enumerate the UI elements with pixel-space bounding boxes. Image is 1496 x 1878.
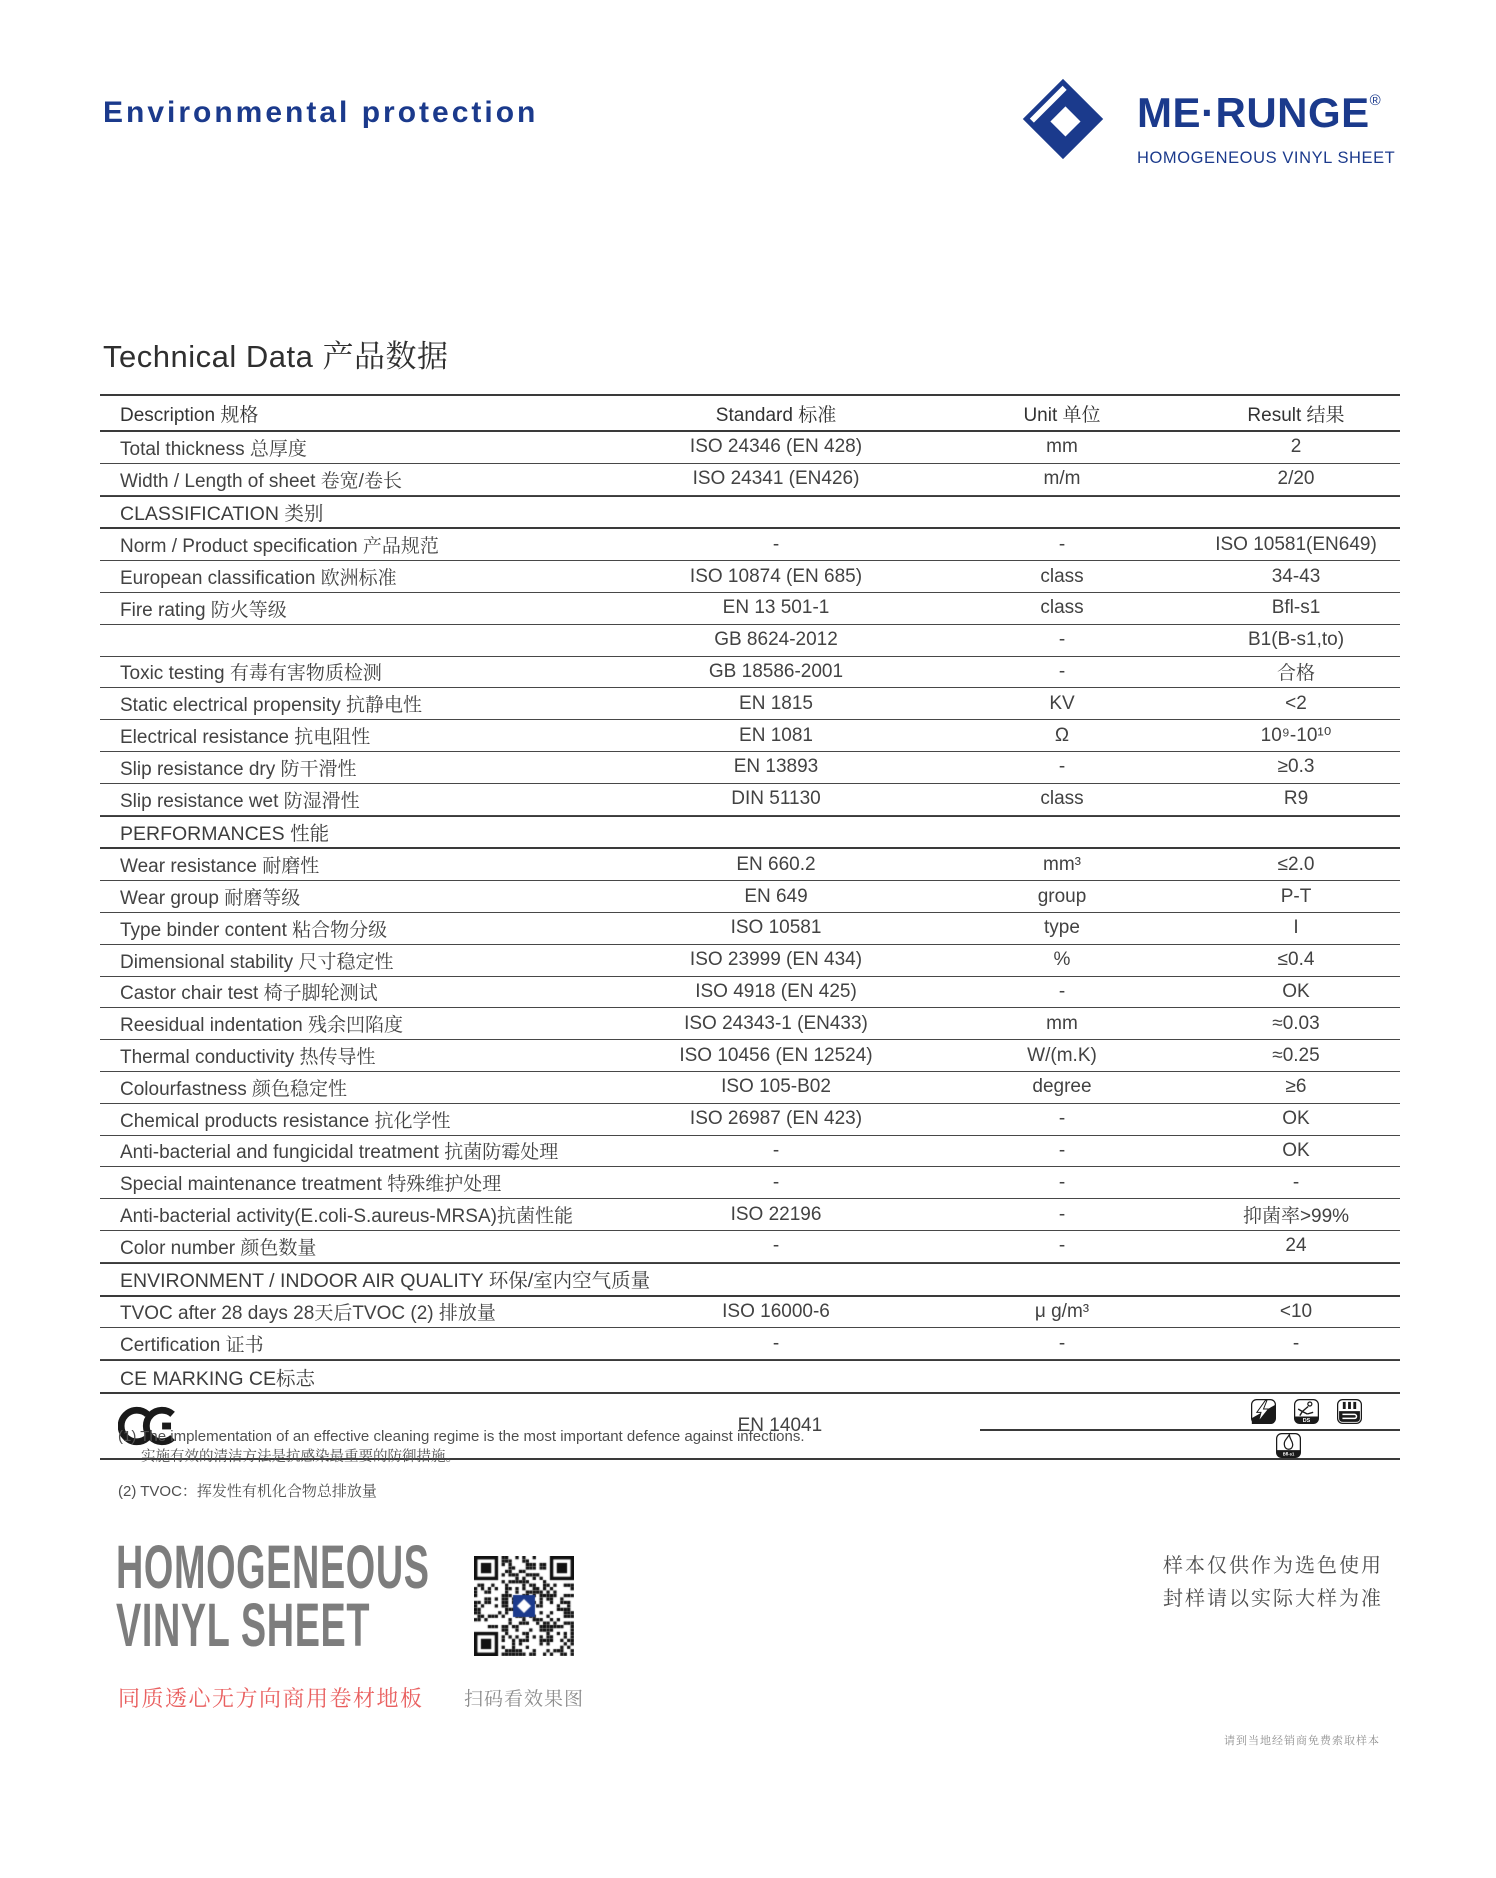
cell-standard: EN 1081 (739, 724, 813, 746)
section-label: CE MARKING CE标志 (120, 1367, 316, 1390)
sample-note-line2: 封样请以实际大样为准 (1163, 1588, 1383, 1610)
cell-standard: ISO 10874 (EN 685) (689, 565, 863, 587)
cell-unit: group (1037, 885, 1087, 907)
cell-result: ≤2.0 (1277, 853, 1315, 875)
technical-data-table (100, 394, 1400, 1460)
cell-description: Castor chair test 椅子脚轮测试 (120, 983, 378, 1005)
fire-behaviour-icon (1276, 1433, 1301, 1458)
diamond-logo-icon (1022, 78, 1104, 160)
cell-standard: ISO 26987 (EN 423) (689, 1108, 863, 1130)
cell-standard: EN 13893 (733, 756, 819, 778)
cell-result: OK (1282, 980, 1310, 1002)
cell-unit: - (1058, 756, 1066, 778)
cell-description: Fire rating 防火等级 (120, 599, 287, 621)
cell-description: Anti-bacterial and fungicidal treatment 抗菌防霉处理 (120, 1142, 559, 1164)
cell-result: Bfl-s1 (1271, 597, 1321, 619)
brand-name: ME·RUNGE® (1137, 89, 1382, 136)
cell-standard: ISO 16000-6 (722, 1300, 830, 1322)
table-row (100, 688, 1400, 720)
table-row (100, 881, 1400, 913)
cell-unit: μ g/m³ (1034, 1300, 1090, 1322)
cell-standard: DIN 51130 (731, 788, 821, 810)
cell-description: Electrical resistance 抗电阻性 (120, 727, 371, 749)
col-header-description: Description 规格 (120, 404, 259, 426)
cell-result: 抑菌率>99% (1242, 1206, 1350, 1228)
table-row (100, 720, 1400, 752)
cell-unit: - (1058, 1108, 1066, 1130)
product-subtitle: 同质透心无方向商用卷材地板 (118, 1686, 424, 1711)
table-row (100, 1072, 1400, 1104)
section-label: CLASSIFICATION 类别 (120, 502, 324, 525)
cell-description: Static electrical propensity 抗静电性 (120, 695, 422, 717)
cell-result: 10⁹-10¹⁰ (1260, 725, 1332, 747)
cell-result: 合格 (1276, 663, 1315, 685)
qr-code (474, 1556, 574, 1656)
cell-unit: KV (1049, 692, 1075, 714)
table-row (100, 625, 1400, 657)
cell-standard: ISO 24346 (EN 428) (689, 436, 863, 458)
cell-unit: Ω (1054, 724, 1070, 746)
cell-result: 34-43 (1271, 565, 1321, 587)
cell-standard: - (772, 1235, 780, 1257)
section-label: ENVIRONMENT / INDOOR AIR QUALITY 环保/室内空气质量 (120, 1270, 651, 1293)
cell-standard: EN 13 501-1 (722, 597, 830, 619)
cell-description: Slip resistance dry 防干滑性 (120, 758, 357, 780)
cell-result: 2/20 (1277, 468, 1315, 490)
cell-standard: ISO 10456 (EN 12524) (679, 1044, 873, 1066)
ce-standard: EN 14041 (737, 1414, 823, 1436)
cell-unit: type (1044, 917, 1080, 939)
cell-description: TVOC after 28 days 28天后TVOC (2) 排放量 (120, 1303, 496, 1325)
ce-pictograms (1251, 1399, 1362, 1424)
cell-description: Wear resistance 耐磨性 (120, 856, 320, 878)
slip-resistance-icon (1294, 1399, 1319, 1424)
dealer-note: 请到当地经销商免费索取样本 (1224, 1735, 1380, 1747)
cell-result: B1(B-s1,to) (1247, 629, 1345, 651)
table-row (100, 1136, 1400, 1168)
cell-unit: - (1058, 1203, 1066, 1225)
cell-description: Chemical products resistance 抗化学性 (120, 1110, 451, 1132)
table-row (100, 464, 1400, 496)
sample-note-line1: 样本仅供作为选色使用 (1163, 1555, 1383, 1577)
cell-standard: - (772, 1332, 780, 1354)
cell-unit: - (1058, 1332, 1066, 1354)
underfloor-heating-icon (1337, 1399, 1362, 1424)
cell-standard: ISO 24341 (EN426) (692, 468, 860, 490)
cell-standard: ISO 4918 (EN 425) (695, 980, 857, 1002)
cell-unit: - (1058, 629, 1066, 651)
cell-result: 24 (1285, 1235, 1307, 1257)
cell-standard: - (772, 1139, 780, 1161)
cell-unit: - (1058, 660, 1066, 682)
table-row (100, 945, 1400, 977)
sample-note (1163, 1550, 1383, 1616)
table-row (100, 561, 1400, 593)
cell-description: Slip resistance wet 防湿滑性 (120, 790, 360, 812)
cell-unit: m/m (1043, 468, 1081, 490)
footnote-1-zh: 实施有效的清洁方法是抗感染最重要的防御措施。 (141, 1449, 460, 1465)
cell-description: Type binder content 粘合物分级 (120, 919, 388, 941)
cell-standard: - (772, 533, 780, 555)
cell-description: Anti-bacterial activity(E.coli-S.aureus-MRSA)抗菌性能 (120, 1206, 573, 1228)
brand-text (1137, 74, 1403, 168)
col-header-result: Result 结果 (1247, 404, 1345, 426)
product-name-large (116, 1533, 430, 1659)
cell-description: Norm / Product specification 产品规范 (120, 536, 439, 558)
cell-description: Certification 证书 (120, 1335, 264, 1357)
registered-mark: ® (1369, 92, 1382, 109)
cell-result: - (1292, 1171, 1300, 1193)
table-row (100, 1104, 1400, 1136)
table-row (100, 913, 1400, 945)
qr-caption: 扫码看效果图 (463, 1689, 584, 1710)
cell-unit: degree (1032, 1076, 1092, 1098)
cell-result: <10 (1279, 1300, 1313, 1322)
cell-unit: class (1040, 565, 1084, 587)
cell-description: Thermal conductivity 热传导性 (120, 1047, 376, 1069)
brand-tagline: HOMOGENEOUS VINYL SHEET (1137, 148, 1396, 167)
cell-unit: mm (1046, 1012, 1078, 1034)
cell-description: Width / Length of sheet 卷宽/卷长 (120, 470, 402, 492)
cell-result: R9 (1283, 788, 1309, 810)
cell-unit: % (1053, 949, 1071, 971)
product-name-line1: HOMOGENEOUS (116, 1533, 430, 1601)
cell-unit: - (1058, 1139, 1066, 1161)
cell-result: ≈0.03 (1272, 1012, 1320, 1034)
table-row (100, 1040, 1400, 1072)
table-section-row (100, 1360, 1400, 1394)
cell-result: ISO 10581(EN649) (1215, 533, 1377, 555)
footnotes (118, 1426, 805, 1502)
cell-result: OK (1282, 1139, 1310, 1161)
cell-unit: class (1040, 788, 1084, 810)
cell-result: ≥6 (1285, 1076, 1307, 1098)
cell-unit: - (1058, 1171, 1066, 1193)
cell-unit: mm³ (1043, 853, 1081, 875)
cell-result: ≈0.25 (1272, 1044, 1320, 1066)
cell-standard: ISO 105-B02 (721, 1076, 831, 1098)
cell-description: Wear group 耐磨等级 (120, 888, 301, 910)
ce-divider-line (980, 1429, 1400, 1431)
cell-description: Color number 颜色数量 (120, 1237, 317, 1259)
cell-result: <2 (1285, 692, 1307, 714)
table-row (100, 1167, 1400, 1199)
cell-result: - (1292, 1332, 1300, 1354)
col-header-standard: Standard 标准 (715, 404, 837, 426)
electrostatic-icon (1251, 1399, 1276, 1424)
table-section-row (100, 816, 1400, 850)
table-row (100, 529, 1400, 561)
cell-standard: EN 1815 (739, 692, 813, 714)
svg-text:Bfl-s1: Bfl-s1 (1282, 1451, 1295, 1457)
cell-description: Special maintenance treatment 特殊维护处理 (120, 1174, 502, 1196)
table-row (100, 432, 1400, 464)
cell-description: Total thickness 总厚度 (120, 438, 307, 460)
cell-standard: ISO 23999 (EN 434) (689, 949, 863, 971)
cell-unit: - (1058, 1235, 1066, 1257)
cell-standard: ISO 22196 (730, 1203, 822, 1225)
page-title: Environmental protection (103, 96, 539, 129)
table-row (100, 1231, 1400, 1263)
cell-result: P-T (1280, 885, 1312, 907)
table-row (100, 1008, 1400, 1040)
table-row (100, 657, 1400, 689)
table-row (100, 1297, 1400, 1329)
cell-unit: - (1058, 980, 1066, 1002)
cell-result: ≤0.4 (1277, 949, 1315, 971)
table-header-row (100, 394, 1400, 432)
cell-standard: GB 18586-2001 (708, 660, 844, 682)
footnote-1-en: (1) The implementation of an effective cleaning regime is the most important defence against infections. (118, 1428, 805, 1445)
section-heading-technical-data: Technical Data 产品数据 (103, 339, 449, 374)
table-row (100, 849, 1400, 881)
cell-unit: W/(m.K) (1027, 1044, 1097, 1066)
cell-standard: - (772, 1171, 780, 1193)
cell-unit: mm (1046, 436, 1078, 458)
cell-result: 2 (1290, 436, 1302, 458)
cell-result: OK (1282, 1108, 1310, 1130)
cell-standard: ISO 10581 (730, 917, 822, 939)
table-row (100, 784, 1400, 816)
cell-unit: class (1040, 597, 1084, 619)
cell-description: Reesidual indentation 残余凹陷度 (120, 1015, 404, 1037)
col-header-unit: Unit 单位 (1023, 404, 1101, 426)
cell-result: I (1293, 917, 1299, 939)
cell-standard: ISO 24343-1 (EN433) (684, 1012, 868, 1034)
section-label: PERFORMANCES 性能 (120, 822, 330, 845)
table-row (100, 977, 1400, 1009)
cell-result: ≥0.3 (1277, 756, 1315, 778)
table-section-row (100, 1263, 1400, 1297)
cell-standard: GB 8624-2012 (714, 629, 838, 651)
table-row (100, 593, 1400, 625)
product-name-line2: VINYL SHEET (116, 1591, 371, 1659)
cell-standard: EN 649 (744, 885, 808, 907)
cell-unit: - (1058, 533, 1066, 555)
cell-standard: EN 660.2 (736, 853, 816, 875)
table-row (100, 1199, 1400, 1231)
cell-description: Toxic testing 有毒有害物质检测 (120, 663, 382, 685)
cell-description: European classification 欧洲标准 (120, 568, 397, 590)
svg-text:DS: DS (1302, 1417, 1311, 1424)
footnote-2: (2) TVOC：挥发性有机化合物总排放量 (118, 1483, 377, 1500)
cell-description: Colourfastness 颜色稳定性 (120, 1078, 348, 1100)
table-row (100, 752, 1400, 784)
tech-table-body (100, 432, 1400, 1394)
table-section-row (100, 496, 1400, 530)
cell-description: Dimensional stability 尺寸稳定性 (120, 951, 394, 973)
table-row (100, 1328, 1400, 1360)
